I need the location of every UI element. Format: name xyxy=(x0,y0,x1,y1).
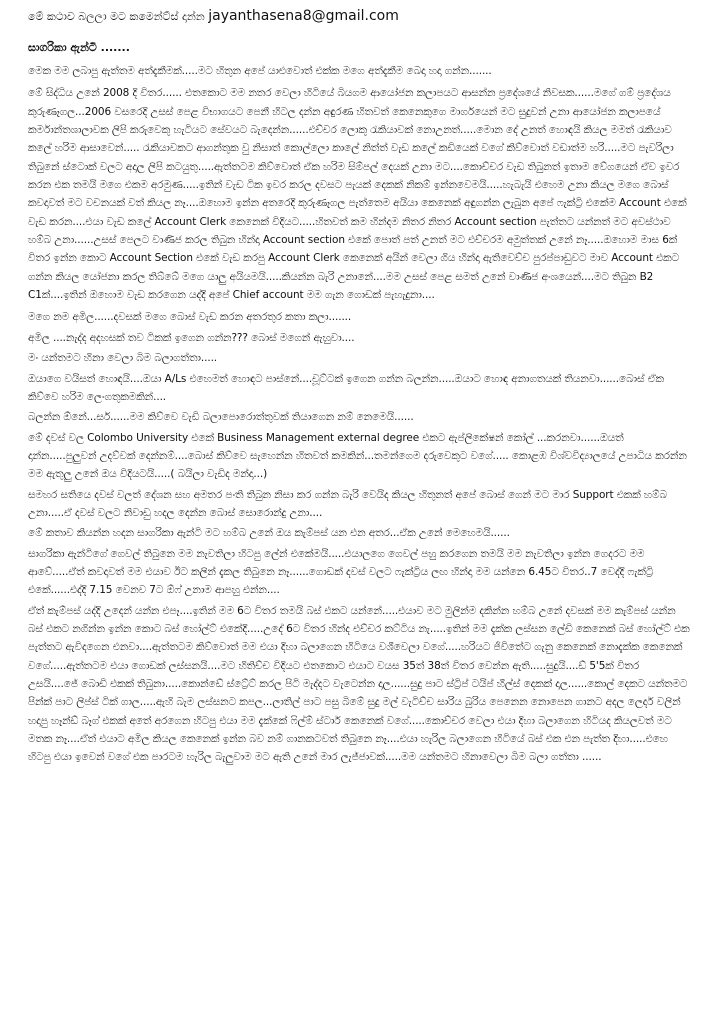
paragraph: මෙක මම ලබාපු ඇත්තම අත්දැකීමක්.....මට හිතුන අපේ යාළුවොත් එක්ක මගෙ අත්දැකීම බෙදා හදා ගන්න....... xyxy=(28,65,492,77)
story-title: සාගරිකා ඇන්ටි ....... xyxy=(28,41,130,54)
paragraph: මේ දවස් වල Colombo University එකේ Business Management external degree එකට ඇප්ලිකේෂන් කෝල් ...කරනවා......ඔයත් දාන්න.....පුලුවන් උදව්වක් දෙන්නම්....බොස් කිව්වෙ සැහෙන්න හිතවත් කමකින්...තමන්ගෙම දරුවෙකුට වගේ..... කොළඹ විශ්වවිද්‍යාලයේ උපාධිය කරන්න මම ඇතුලු උනේ ඔය විදියටයි.....( බයිලා වැඩිද මන්දා...) xyxy=(28,431,687,481)
paragraph: ඒත් කැම්පස් යද්දි උදෙන් යන්න එපෑ....ඉතින් මම 6ට විතර තමයි බස් එකට යන්නේ.....එයාව මට මුලින්ම දකින්න හම්බ උනේ දවසක් මම කැම්පස් යන්න බස් එකට නගින්න ඉන්න කොට බස් හෝල්ට් එකේදි.....උදේ 6ට විතර හින්ද එච්චර කට්ටිය නැ.....ඉතින් මම දැක්ක ලස්සන ලේඩි කෙනෙක් බස් හෝල්ට් එක පැත්තට ඇවිදගෙන එනවා....ඇත්තටම කිව්වොත් මම එයා දිහා බලාගෙන හිටියෙ වශීවෙලා වගේ.....හරියට ජිවිතේට ගැනු කෙනෙක් නොදැක්ක කෙනෙක් වගේ.....ඇත්තටම එයා ගොඩක් ලස්සනයි....මට හිතිච්ච විදියට එතකොට එයාට වයස 35ත් 38ත් විතර වෙන්න ඇති.....සුදුයි....ඩ් 5'5ක් විතර උසයි....ජේ බොඩි එකක් තිබුනා.....කොන්ඩේ ස්ට්‍රේට් කරල පිටි මැද්දට වැටෙන්න දාල......සුදු පාට ස්ට්‍රිප් ටයිප් හීල්ස් දෙකක් දාල......කොල් දෙකට යන්තමට පින්ක් පාට ලිප්ස් ටික් ගාල.....ඇහි බැම ලස්සනට කපල...ලාතිල් පාට පසු බිමේ සුදු මල් වැටිච්ච සාරිය බුරිය පෙනෙන නොපෙන ගානට අදල ලෙදර් වලින් හදාපු හෑන්ඩ් බෑග් එකක් අතේ අරගෙන හිටපු එයා මම දැක්කේ ෆිල්ම් ස්ටාර් කෙනෙක් වගේ.....කොච්චර වෙලා එයා දිහා බලාගෙන හිටියද කියලවත් මට මතක නෑ....ඒත් එයාට අමිල කියල කෙනෙක් ඉන්න බව නම් ගානකටවත් තිබුනෙ නෑ....එයා හැරිල බලාගෙන හිටියේ බස් එක එන පැත්ත දිහා.....එහෙ හිටපු එයා ඉවෙන් වගේ එක පාරටම හැරිල බැලුවාම මට ඇති උනේ මාර ලැජ්ජාවක්.....මම යන්තමට හිනාවෙලා බිම බලා ගත්තා ...... xyxy=(28,604,690,764)
paragraph: මේ සිද්ධිය උනේ 2008 දි විතර...... එතකොට මම නතර වෙලා හිටියේ බියගම ආයෝජන කලාපයට ආසන්න ප්‍රදේශයේ නිවසක......මගේ ගම් ප්‍රදේශය කුරුණෑගල...2006 වසරෙදි උසස් පෙළ විභාගයට පෙනී හිටල දන්න අඳුරණ හිතවත් කෙනෙකුගෙ මාර්ගයෙන් මට සුදුවන් උනා ආයෝජන කලාපයේ කර්මාන්තශාලාවක ලිපි කරුවෙකු හැටියට සේවයට බැදෙන්න......එච්චර ලොකු රැකියාවක් නොඋනත්.....මොන දේ උනත් හොඳයි කියල මමත් රැකියාව කලේ හරිම ආසාවෙන්..... රැකියාවකට ආගන්තුක වු නිසාත් කොල්ලො කාලේ නිත්ත් වැඩ කලේ කඩියෙක් වගේ කිව්වොත් වඩාත්ම හරි.....මට පැවරිලා තිබුනේ ස්ටොක් වලට අදාල ලිපි කටයුතු.....ඇත්තටම කිව්වොත් ඒක හරිම සිම්පල් දෙයක් උනා මට....කොච්චර වැඩ තිබුනත් ඉතාම වේගයෙන් ඒව ඉවර කරන එක තමයි මගෙ එකම අරමුණ.....ඉතින් වැඩ ටික ඉවර කරල දවසට පැයක් දෙකක් නිකම් ඉන්නවෙමයි.....හැබැයි එහෙම උනා කියල මගෙ බොස් කවදාවත් මට වචනයක් වත් කියල නෑ....ඔහොම ඉන්න අතරෙදි කුරුණෑගල පැත්තෙම අයියා කෙනෙක් අඳුගන්න ලැබුන අපේ ෆැක්ට්‍රි එකේම Account එකේ වැඩ කරන....එයා වැඩ කලේ Account Clerk කෙනෙක් විදියට.....හිතවත් කම හින්දම නිතර නිතර Account section පැත්තට යන්නත් මට අවස්ථාව හම්බ උනා......උසස් පෙලට වාණිජ කරල තිබුන හින්දා Account section එකේ පොත් පත් උනත් මට එච්චරම අමුත්තක් උනේ නෑ.....ඔහොම මාස 6ක් විතර ඉන්න කොට Account Section එකේ වැඩ කරපු Account Clerk කෙනෙක් අයින් වෙලා ගිය හින්දා ඇතිවෙච්ච පුරප්පාඩුවට මාව Account එකට ගන්න කියල යෝජනා කරල තිබ්බේ මගෙ යාලු අයියමයි.....කියන්න බැරි උනානේ....මම උසස් පෙළ සමත් උනේ වාණිජ අංශයෙන්....මට තිබුන B2 C1ක්....ඉතින් ඔහොම වැඩ කරගෙන යද්දි අපේ Chief account මම ගැන ගොඩක් පැහැදුනා.... xyxy=(28,87,687,302)
story-body xyxy=(28,62,690,1010)
author-email[interactable]: jayanthasena8@gmail.com xyxy=(208,8,399,24)
paragraph: මේ කතාව කියන්න හදන සාගරිකා ඇන්ටි මට හම්බ උනේ ඔය කැම්පස් යන එන අතර...ඒක උනේ මෙහෙමයි...... xyxy=(28,527,510,540)
paragraph: මගෙ නම අමිල......දවසක් මගෙ බොස් වැඩ කරන අතරතුර කතා කලා....... xyxy=(28,311,352,324)
comment-request xyxy=(28,6,688,27)
paragraph: අමිල ....නැද්ද අදහසක් තව ටිකක් ඉගෙන ගන්න??? බොස් මගෙන් ඇහුවා.... xyxy=(28,331,355,344)
paragraph: සමහර සතියෙ දවස් වලත් දේශන සහ අමතර පංති තිබුන නිසා කර ගන්න බැරි වෙයිද කියල හිතුනත් අපේ බොස් ගෙන් මට මාර Support එකක් හම්බ උනා.....ඒ දවස් වලට නිවාඩු හදල දෙන්න බොස් සොරොන්දු උනා.... xyxy=(28,488,667,519)
comment-request-text: මේ කථාව බලලා මට කමෙන්ට්ස් දාන්න xyxy=(28,10,209,23)
paragraph: සාගරිකා ඇන්ටිගේ ගෙවල් තිබුනෙ මම නැවතිලා හිටපු ලේන් එකේමයි.....එයාලගෙ ගෙවල් පහු කරගෙන තමයි මම නැවතිලා ඉන්න ගෙදරට මම ආවේ.....ඒත් කවදාවත් මම එයාව ඊට කලින් දැකල තිබුනෙ නෑ......ගොඩක් දවස් වලට ෆැක්ට්‍රිය ලඟ හින්දා මම යන්නෙ 6.45ට විතර..7 වෙද්දි ෆැක්ට්‍රි එකේ......එද්දි 7.15 වෙනව 7ට ඕෆ් උනාම ආපහු එන්න.... xyxy=(28,547,654,597)
paragraph: මං යන්තමට හිනා වෙලා බිම බලාගත්තා..... xyxy=(28,352,218,365)
paragraph: ඔයාගෙ වයිසත් හොඳයි....ඔයා A/Ls එහෙමත් හොඳට පාස්නේ....චූට්ටක් ඉගෙන ගන්න බලන්න.....ඔයාට හොඳ අනාගතයක් තියනවා......බොස් ඒක කිව්වෙ හරිම ලෙංගතුකමකින්.... xyxy=(28,372,664,403)
paragraph: බලන්න ඕනේ...සර්......මම කිව්වෙ වැඩි බලාපොරොත්තුවක් තියාගෙන නම් නෙමෙයි...... xyxy=(28,411,414,424)
